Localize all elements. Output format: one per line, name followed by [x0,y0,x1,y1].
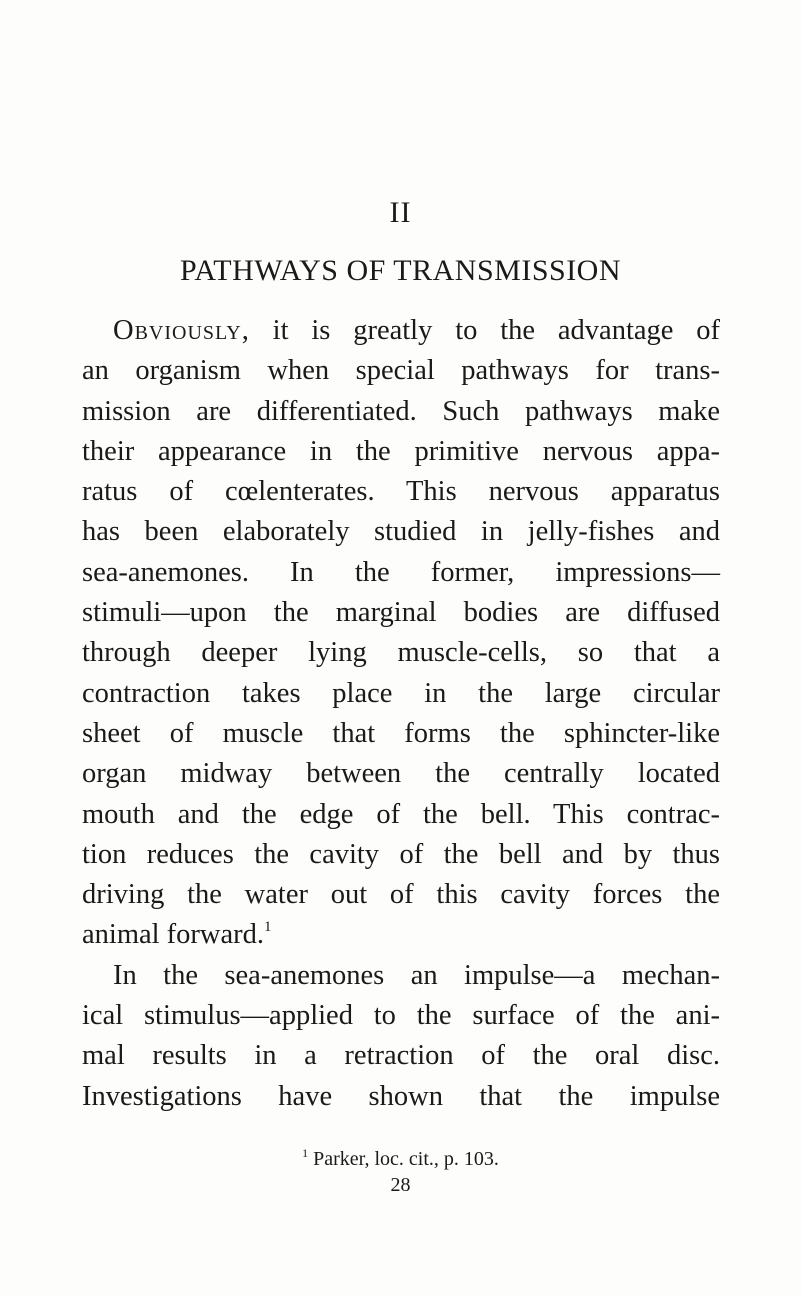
paragraph-1-line-1 [82,311,720,351]
footnote-marker: 1 [302,1146,309,1160]
text-line: animal forward. [82,919,265,951]
text-line: sea-anemones. In the former, impressions— [82,556,720,588]
text-line: tion reduces the cavity of the bell and by thus [82,838,720,870]
text-line: contraction takes place in the large circular [82,677,720,709]
text-line: ratus of cœlenterates. This nervous apparatus [82,476,720,508]
footnote-text: Parker, loc. cit., p. 103. [308,1148,499,1170]
page-number: 28 [390,1174,411,1196]
text-line: has been elaborately studied in jelly-fishes and [82,516,720,548]
text-line: through deeper lying muscle-cells, so that a [82,637,720,669]
text-line: their appearance in the primitive nervous appa- [82,435,720,467]
footnote-reference[interactable]: 1 [264,919,272,936]
text-line: sheet of muscle that forms the sphincter-like [82,717,720,749]
footnote [0,1147,801,1171]
body-text [82,311,720,1117]
text-line: In the sea-anemones an impulse—a mechan- [113,959,720,991]
text-line: mission are differentiated. Such pathways make [82,395,720,427]
text-line: it is greatly to the advantage of [249,315,720,346]
text-line: an organism when special pathways for trans- [82,355,720,387]
chapter-number: II [389,196,412,229]
text-line: Investigations have shown that the impulse [82,1080,720,1112]
text-line: mal results in a retraction of the oral disc. [82,1040,720,1072]
text-line: organ midway between the centrally located [82,758,720,790]
chapter-title: PATHWAYS OF TRANSMISSION [179,254,622,287]
text-line: stimuli—upon the marginal bodies are diffused [82,597,720,629]
text-line: driving the water out of this cavity forces the [82,879,720,911]
lead-word: Obviously, [113,315,250,346]
text-line: ical stimulus—applied to the surface of the ani- [82,1000,720,1032]
paragraph-1-last-line [82,915,720,955]
text-line: mouth and the edge of the bell. This contrac- [82,798,720,830]
